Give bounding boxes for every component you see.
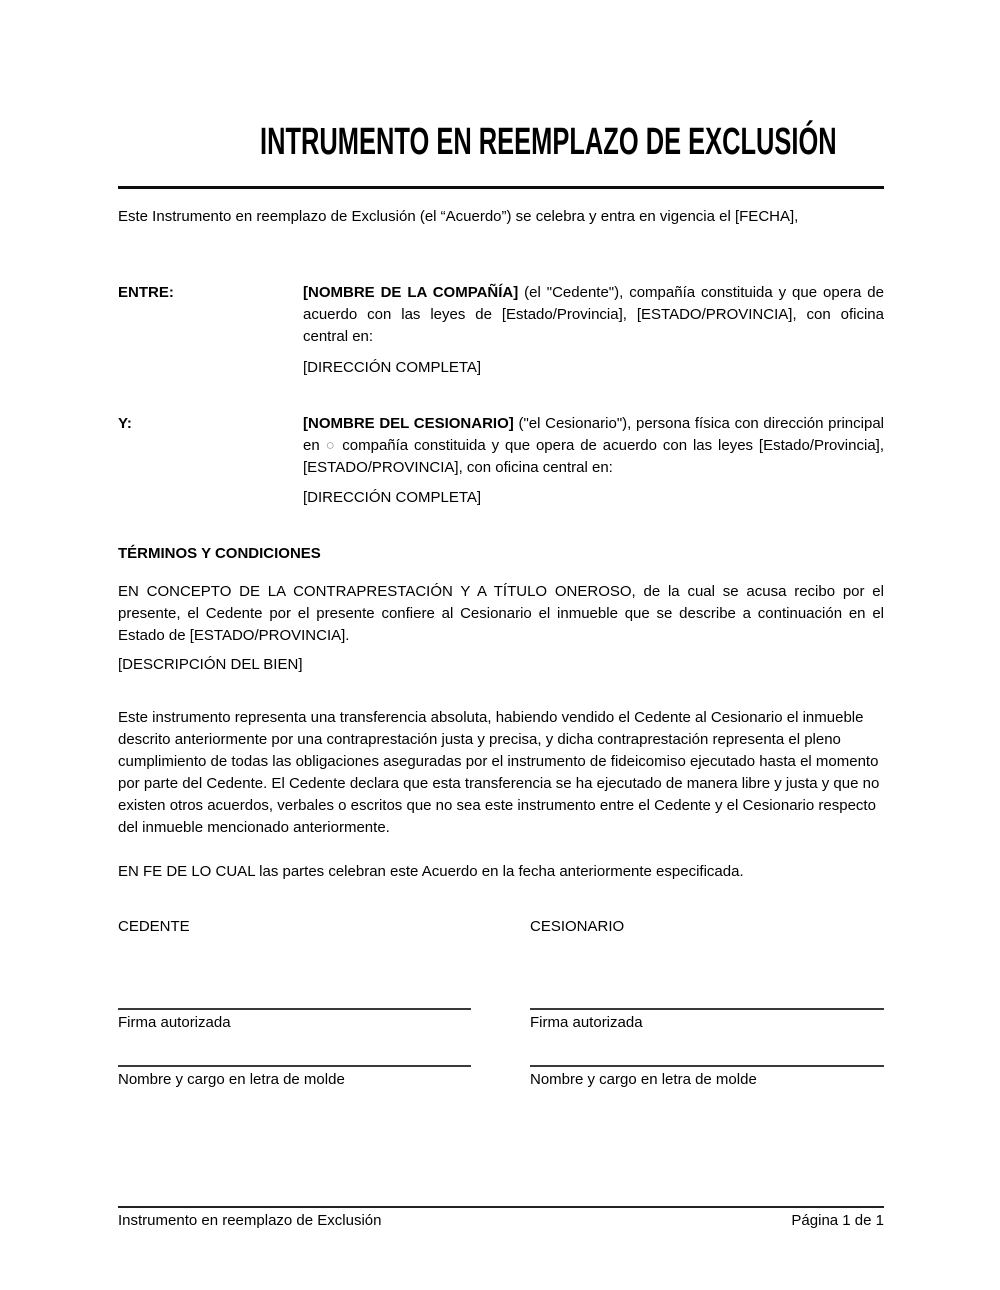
cedente-signature-label: Firma autorizada bbox=[118, 1014, 231, 1031]
transfer-clause-paragraph: Este instrumento representa una transferencia absoluta, habiendo vendido el Cedente al Cesionario el inmueble descrito anteriormente por una contraprestación justa y precisa, y dicha contraprestación representa el pleno cumplimiento de todas las obligaciones aseguradas por el instrumento de fideicomiso ejecutado hasta el momento por parte del Cedente. El Cedente declara que esta transferencia se ha ejecutado de manera libre y justa y que no existen otros acuerdos, verbales o escritos que no sea este instrumento entre el Cedente y el Cesionario respecto del inmueble mencionado anteriormente. bbox=[118, 709, 880, 836]
footer-row bbox=[118, 1210, 884, 1232]
cesionario-printed-name-label: Nombre y cargo en letra de molde bbox=[530, 1071, 757, 1088]
party-y-row bbox=[118, 413, 884, 479]
company-name-placeholder: [NOMBRE DE LA COMPAÑÍA] bbox=[303, 284, 519, 301]
party-entre-text bbox=[303, 282, 884, 348]
signature-party-row bbox=[118, 916, 884, 938]
terms-heading: TÉRMINOS Y CONDICIONES bbox=[118, 545, 321, 562]
consideration-paragraph: EN CONCEPTO DE LA CONTRAPRESTACIÓN Y A TÍTULO ONEROSO, de la cual se acusa recibo por el presente, el Cedente por el presente confiere al Cesionario el inmueble que se describe a continuación en el Estado de [ESTADO/PROVINCIA]. bbox=[118, 583, 884, 644]
party-entre-label: ENTRE: bbox=[118, 284, 174, 301]
cesionario-signature-label: Firma autorizada bbox=[530, 1014, 643, 1031]
cesionario-printed-name-line bbox=[530, 1065, 884, 1091]
cedente-printed-name-label: Nombre y cargo en letra de molde bbox=[118, 1071, 345, 1088]
cesionario-signature-line bbox=[530, 1008, 884, 1034]
option-circle-icon: ○ bbox=[325, 437, 337, 454]
witness-clause-paragraph: EN FE DE LO CUAL las partes celebran este Acuerdo en la fecha anteriormente especificada. bbox=[118, 863, 744, 880]
party-y-text bbox=[303, 413, 884, 479]
page-footer bbox=[118, 1206, 884, 1232]
intro-paragraph: Este Instrumento en reemplazo de Exclusión (el “Acuerdo”) se celebra y entra en vigencia el [FECHA], bbox=[118, 208, 799, 225]
document-title-text: INTRUMENTO EN REEMPLAZO DE EXCLUSIÓN bbox=[260, 121, 837, 163]
assignee-name-placeholder: [NOMBRE DEL CESIONARIO] bbox=[303, 415, 514, 432]
party-y-description-2: compañía constituida y que opera de acuerdo con las leyes [Estado/Provincia], [ESTADO/PROVINCIA], con oficina central en: bbox=[303, 437, 884, 476]
cedente-printed-name-line bbox=[118, 1065, 471, 1091]
party-entre-row bbox=[118, 282, 884, 348]
title-divider bbox=[118, 186, 884, 189]
party-y-address-placeholder: [DIRECCIÓN COMPLETA] bbox=[303, 489, 482, 506]
printed-name-line-row bbox=[118, 1065, 884, 1091]
cedente-signature-line bbox=[118, 1008, 471, 1034]
party-entre-description: (el "Cedente"), compañía constituida y que opera de acuerdo con las leyes de [Estado/Provincia], [ESTADO/PROVINCIA], con oficina central en: bbox=[303, 284, 884, 345]
party-y-label: Y: bbox=[118, 415, 132, 432]
footer-page-number: Página 1 de 1 bbox=[791, 1212, 884, 1229]
footer-document-name: Instrumento en reemplazo de Exclusión bbox=[118, 1212, 382, 1229]
document-title bbox=[118, 122, 884, 162]
party-y-description-1: ("el Cesionario"), persona física con dirección principal en bbox=[303, 415, 885, 454]
signature-line-row bbox=[118, 1008, 884, 1034]
cesionario-heading: CESIONARIO bbox=[530, 918, 625, 935]
property-description-placeholder: [DESCRIPCIÓN DEL BIEN] bbox=[118, 656, 303, 673]
party-entre-address-placeholder: [DIRECCIÓN COMPLETA] bbox=[303, 359, 482, 376]
cedente-heading: CEDENTE bbox=[118, 918, 190, 935]
